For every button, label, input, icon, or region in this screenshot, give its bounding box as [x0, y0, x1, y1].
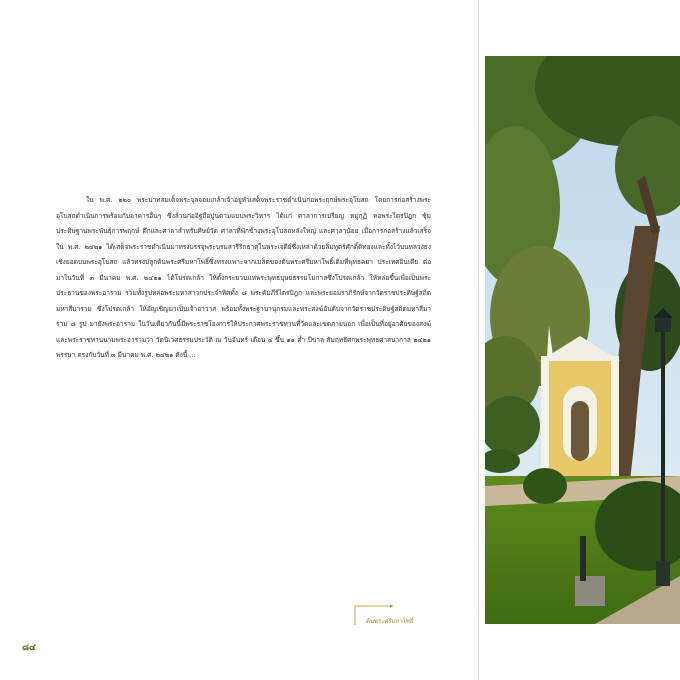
photo-caption: ต้นพระศรีมหาโพธิ์: [366, 618, 414, 625]
bodhi-tree-photo: [485, 56, 680, 624]
page-number: ๘๔: [22, 643, 36, 653]
page-gutter: [478, 0, 479, 680]
body-paragraph: ใน พ.ศ. ๒๒๐ พระบาทสมเด็จพระจุลจอมเกล้าเจ้าอยู่หัวเสด็จพระราชดำเนินก่อพระฤกษ์พระอุโบสถ โดยการก่อสร้างพระอุโบสถดำเนินการพร้อมกับอาคารอื่นๆ ซึ่งล้วนก่ออิฐถือปูนตามแบบพระวิหาร ได้แก่ ศาลาการเปรียญ หมู่กุฏิ หอพระไตรปิฎก ซุ้มประดิษฐานพระพันธุ์การพฤกษ์ ตึกและศาลาสำหรับศิษย์วัด ศาลาที่พักข้างพระอุโบสถหลังใหญ่ และศาลาน้อย เมื่อการก่อสร้างแล้วเสร็จ ใน พ.ศ. ๒๔๒๑ ได้เสด็จพระราชดำเนินมาทรงบรรจุพระบรมสารีริกธาตุในพระเจดีย์ซึ่งเหล่าด้วยลิ่มทูตร์ศักดิ์ดิทองและทั้งไว้บนหลวงธงเชิงยอดบนพระอุโบสถ แล้วทรงปลูกต้นพระศรีมหาโพธิ์ซึ่งทรงแพาะจากเมล็ดของต้นพระศรีมหาโพธิ์เดิมที่พุทธคยา ประเทศอินเดีย ต่อมาในวันที่ ๓ มีนาคม พ.ศ. ๒๔๒๑ ได้โปรดเกล้า ให้ตั้งกระบวนแห่พระพุทธบุษยธรรมโมกาลซึ่งโปรดเกล้า ให้หล่อขึ้นเพื่อเป็นพระประธานของพระอาราม รวมทั้งรูปหล่อพระมหาสาวกประจำทิศทั้ง ๘ พระคัมภีร์ไตรปิฎก และพระยอมราภิรักษ์จากวัดราชประดิษฐ์สถิตมหาสีมาราม ซึ่งโปรดเกล้า ให้อัญเชิญมาเป็นเจ้าอาวาส พร้อมทั้งพระฐานานุกรมและพระสงฆ์อันดับจากวัดราชประดิษฐ์สถิตมหาสีมาราม ๘ รูป มายังพระอาราม ในวันเดียวกันนี้มีพระราชโองการให้ประกาศพระราชทานที่วัดและเขตภายนอก เพื่อเป็นที่อยู่อาศัยของสงฆ์ และพระราชทานนามพระอารามว่า วัดนิเวศธรรมประวัติ ณ วันจันทร์ เดือน ๔ ขึ้น ๑๑ ค่ำ ปีขาล สัมฤทธิศกพระพุทธศาสนากาล ๒๔๒๑ พรรษา ตรงกับวันที่ ๓ มีนาคม พ.ศ. ๒๔๒๑ ดังนี้ ...: [56, 196, 431, 359]
